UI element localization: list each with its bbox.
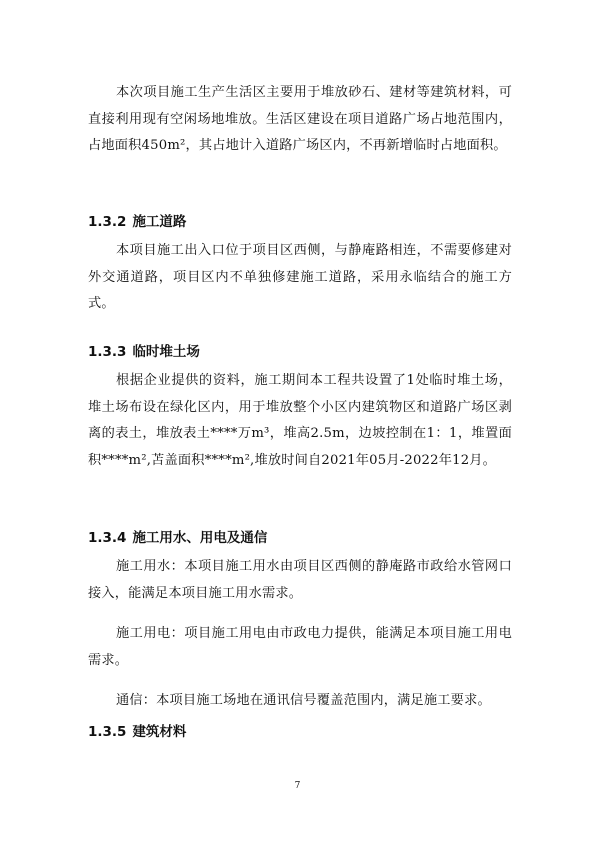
- paragraph-construction-roads: 本项目施工出入口位于项目区西侧，与静庵路相连，不需要修建对外交通道路，项目区内不单独修建施工道路，采用永临结合的施工方式。: [88, 243, 512, 311]
- section-number: 1.3.4: [88, 530, 127, 546]
- heading-water-power-communication: [88, 528, 267, 548]
- section-title: 临时堆土场: [132, 344, 200, 360]
- paragraph-communication: 通信：本项目施工场地在通讯信号覆盖范围内，满足施工要求。: [116, 693, 491, 708]
- heading-temporary-soil-yard: [88, 342, 200, 362]
- section-title: 施工道路: [132, 214, 187, 230]
- paragraph-temporary-soil-yard: 根据企业提供的资料，施工期间本工程共设置了1处临时堆土场，堆土场布设在绿化区内，用于堆放整个小区内建筑物区和道路广场区剥离的表土，堆放表土****万m³，堆高2.5m，边坡控制在1：1，堆置面积****m²,苫盖面积****m²,堆放时间自2021年05月-2022年12月。: [88, 373, 512, 468]
- paragraph-construction-water: 施工用水：本项目施工用水由项目区西侧的静庵路市政给水管网口接入，能满足本项目施工用水需求。: [88, 559, 512, 601]
- section-title: 建筑材料: [132, 724, 187, 740]
- section-title: 施工用水、用电及通信: [132, 530, 268, 546]
- section-number: 1.3.5: [88, 724, 127, 740]
- section-number: 1.3.3: [88, 344, 127, 360]
- paragraph-staging-area: 本次项目施工生产生活区主要用于堆放砂石、建材等建筑材料，可直接利用现有空闲场地堆放。生活区建设在项目道路广场占地范围内，占地面积450m²，其占地计入道路广场区内，不再新增临时占地面积。: [88, 85, 512, 153]
- heading-construction-roads: [88, 212, 186, 232]
- paragraph-construction-power: 施工用电：项目施工用电由市政电力提供，能满足本项目施工用电需求。: [88, 626, 512, 668]
- section-number: 1.3.2: [88, 214, 127, 230]
- heading-building-materials: [88, 722, 186, 742]
- page-number: 7: [294, 781, 301, 791]
